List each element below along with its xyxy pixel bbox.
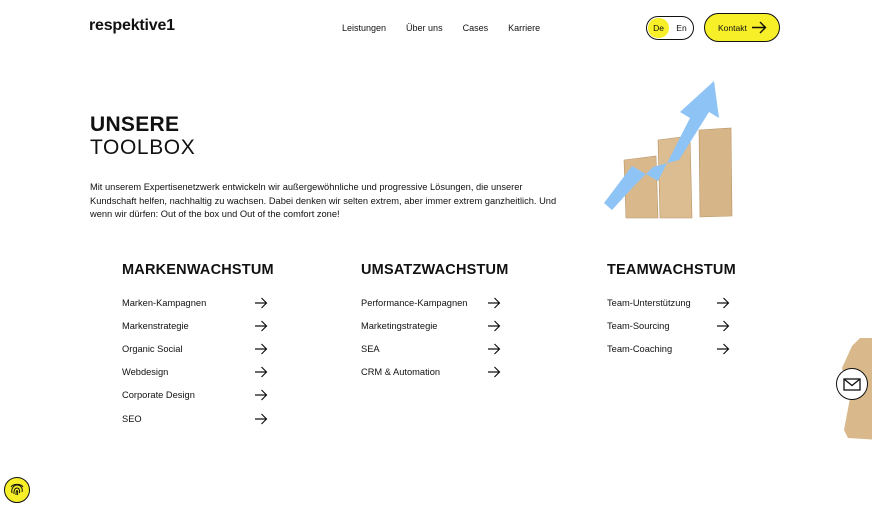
list-item[interactable]: Webdesign: [122, 361, 268, 384]
arrow-right-icon: [751, 21, 767, 34]
page-title: UNSERE: [90, 113, 180, 136]
fingerprint-button[interactable]: [4, 477, 30, 503]
list-item[interactable]: Marken-Kampagnen: [122, 291, 268, 314]
list-item[interactable]: SEA: [361, 337, 501, 360]
arrow-right-icon: [254, 389, 268, 401]
nav-leistungen[interactable]: Leistungen: [342, 23, 387, 33]
arrow-right-icon: [254, 343, 268, 355]
list-item[interactable]: Markenstrategie: [122, 314, 268, 337]
fingerprint-icon: [9, 482, 25, 498]
arrow-right-icon: [716, 320, 730, 332]
mail-icon: [843, 378, 861, 391]
growth-chart-illustration: [596, 78, 746, 223]
list-item[interactable]: CRM & Automation: [361, 361, 501, 384]
list-item[interactable]: Organic Social: [122, 337, 268, 360]
mail-button[interactable]: [836, 368, 868, 400]
logo[interactable]: respektive1: [89, 17, 175, 34]
arrow-right-icon: [254, 320, 268, 332]
column-teamwachstum: [607, 262, 736, 361]
arrow-right-icon: [487, 297, 501, 309]
list-item[interactable]: Corporate Design: [122, 384, 268, 407]
arrow-right-icon: [487, 343, 501, 355]
column-title: UMSATZWACHSTUM: [361, 262, 509, 278]
list-item[interactable]: Performance-Kampagnen: [361, 291, 501, 314]
list-item[interactable]: Team-Unterstützung: [607, 291, 730, 314]
list-item[interactable]: Team-Coaching: [607, 337, 730, 360]
intro-text: Mit unserem Expertisenetzwerk entwickeln wir außergewöhnliche und progressive Lösungen, die unserer Kundschaft helfen, nachhaltig zu wachsen. Dabei denken wir selten extrem, aber immer extrem ganzheitlich. Und wenn wir dürfen: Out of the box und Out of the comfort zone!: [90, 182, 557, 220]
lang-en-button[interactable]: En: [676, 23, 687, 33]
nav-karriere[interactable]: Karriere: [508, 23, 541, 33]
arrow-right-icon: [487, 320, 501, 332]
arrow-right-icon: [254, 366, 268, 378]
column-title: TEAMWACHSTUM: [607, 262, 736, 278]
arrow-right-icon: [716, 343, 730, 355]
nav-ueber-uns[interactable]: Über uns: [406, 23, 443, 33]
column-markenwachstum: [122, 262, 274, 430]
contact-button-label: Kontakt: [718, 22, 747, 33]
lang-de-button[interactable]: De: [648, 18, 669, 38]
list-item[interactable]: Team-Sourcing: [607, 314, 730, 337]
contact-button[interactable]: [704, 13, 780, 42]
arrow-right-icon: [254, 413, 268, 425]
arrow-right-icon: [716, 297, 730, 309]
nav-cases[interactable]: Cases: [462, 23, 489, 33]
page-subtitle: TOOLBOX: [90, 136, 196, 159]
column-title: MARKENWACHSTUM: [122, 262, 274, 278]
column-umsatzwachstum: [361, 262, 509, 384]
list-item[interactable]: SEO: [122, 407, 268, 430]
arrow-right-icon: [487, 366, 501, 378]
arrow-right-icon: [254, 297, 268, 309]
main-nav: [342, 23, 560, 33]
language-switch: [646, 16, 694, 40]
list-item[interactable]: Marketingstrategie: [361, 314, 501, 337]
